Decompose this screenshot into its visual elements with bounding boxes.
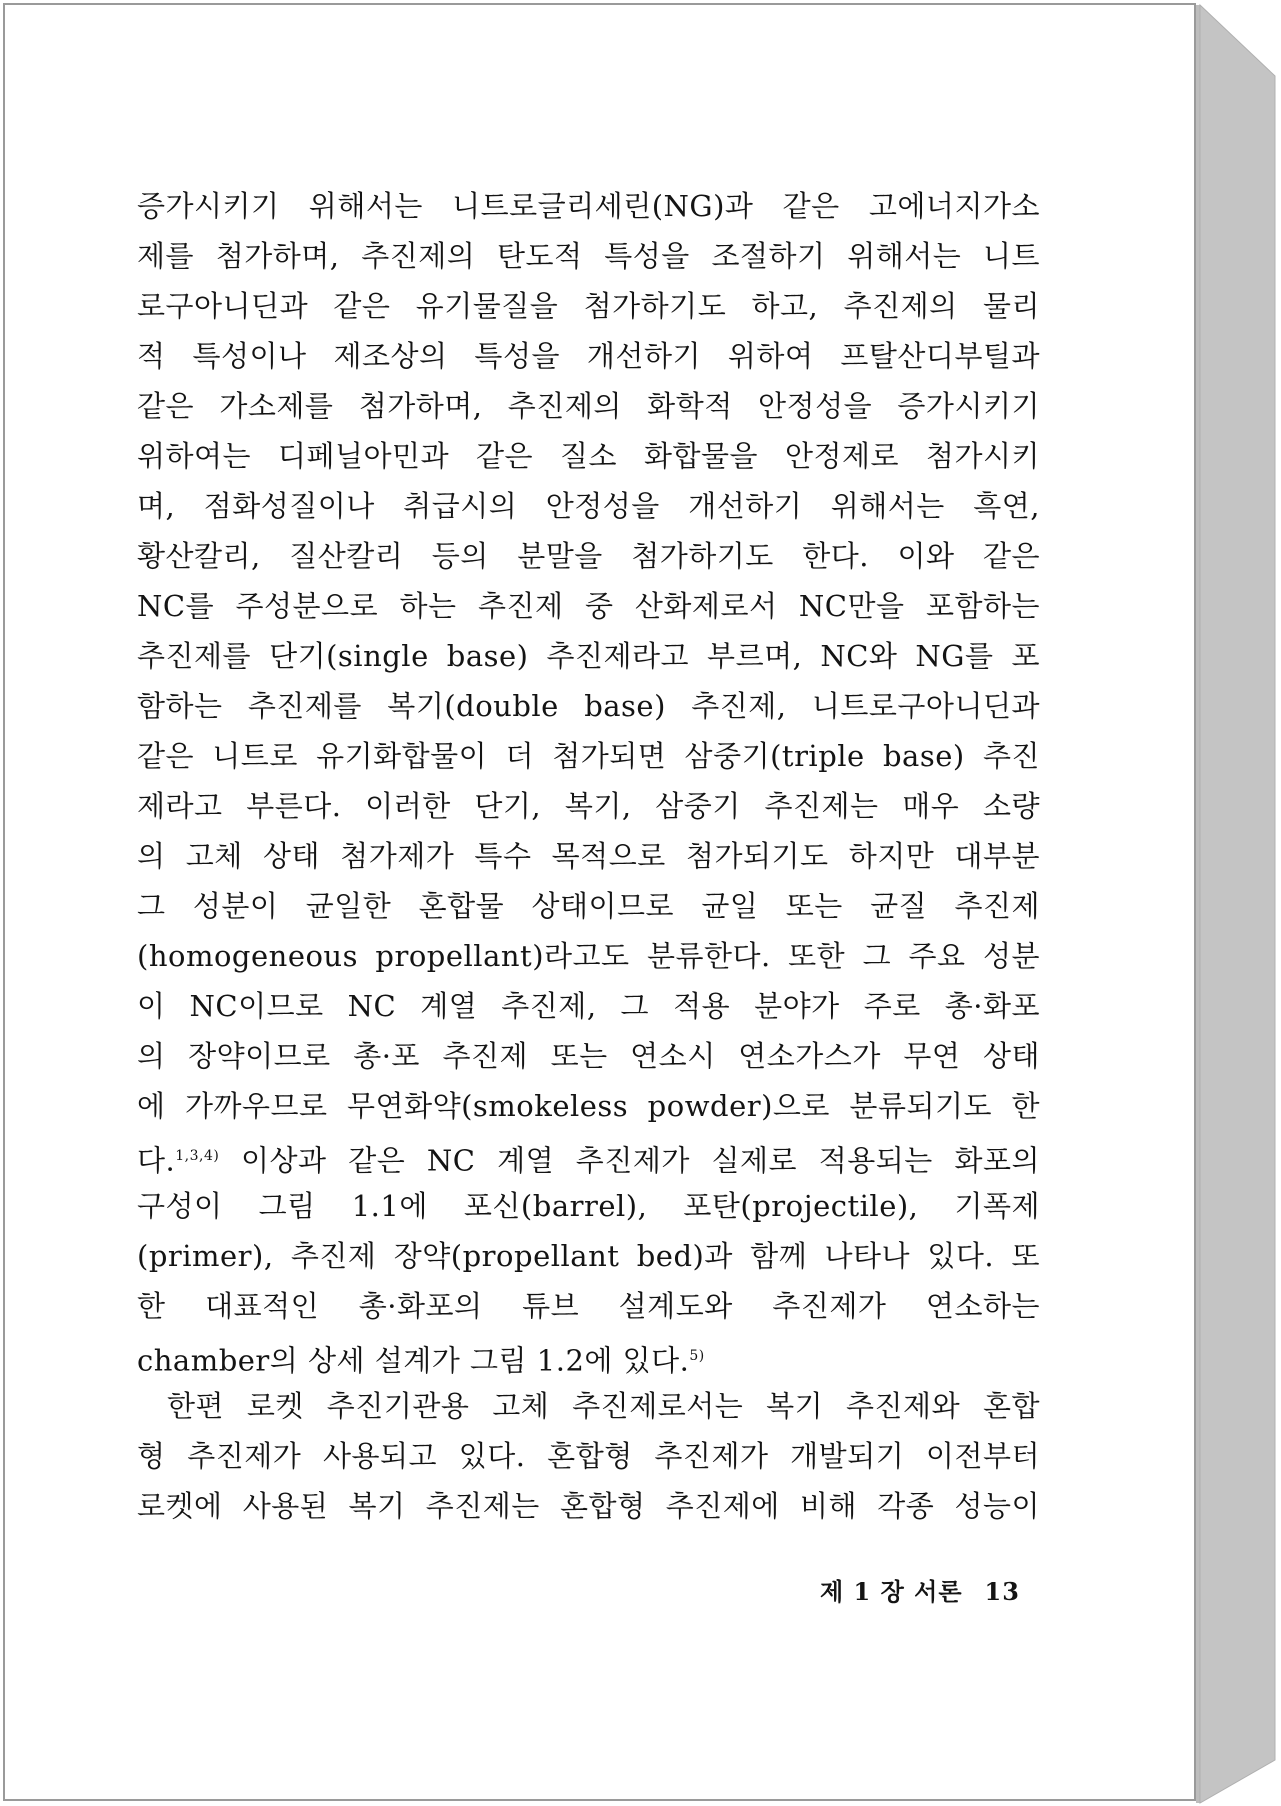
text-segment: 다. <box>137 1143 176 1178</box>
text-line: 로구아니딘과 같은 유기물질을 첨가하기도 하고, 추진제의 물리 <box>137 289 1040 323</box>
text-line: NC를 주성분으로 하는 추진제 중 산화제로서 NC만을 포함하는 <box>137 589 1040 623</box>
running-footer <box>820 1572 1020 1607</box>
page-number: 13 <box>984 1577 1020 1606</box>
text-line: 로켓에 사용된 복기 추진제는 혼합형 추진제에 비해 각종 성능이 <box>137 1489 1040 1523</box>
text-line: 제라고 부른다. 이러한 단기, 복기, 삼중기 추진제는 매우 소량 <box>137 789 1040 823</box>
text-line-with-reference <box>137 1131 1040 1181</box>
body-text <box>137 181 1040 1531</box>
text-line: 에 가까우므로 무연화약(smokeless powder)으로 분류되기도 한 <box>137 1089 1040 1123</box>
text-line: 위하여는 디페닐아민과 같은 질소 화합물을 안정제로 첨가시키 <box>137 439 1040 473</box>
text-line: 함하는 추진제를 복기(double base) 추진제, 니트로구아니딘과 <box>137 689 1040 723</box>
text-line: 추진제를 단기(single base) 추진제라고 부르며, NC와 NG를 포 <box>137 639 1040 673</box>
text-line-with-reference <box>137 1331 1040 1381</box>
text-line: (primer), 추진제 장약(propellant bed)과 함께 나타나 있다. 또 <box>137 1239 1040 1273</box>
text-line: 형 추진제가 사용되고 있다. 혼합형 추진제가 개발되기 이전부터 <box>137 1439 1040 1473</box>
text-line: 같은 니트로 유기화합물이 더 첨가되면 삼중기(triple base) 추진 <box>137 739 1040 773</box>
reference-superscript: 1,3,4) <box>175 1148 220 1164</box>
text-line: 한 대표적인 총·화포의 튜브 설계도와 추진제가 연소하는 <box>137 1289 1040 1323</box>
text-line: 구성이 그림 1.1에 포신(barrel), 포탄(projectile), 기폭제 <box>137 1189 1040 1223</box>
text-line: 의 고체 상태 첨가제가 특수 목적으로 첨가되기도 하지만 대부분 <box>137 839 1040 873</box>
text-line: 증가시키기 위해서는 니트로글리세린(NG)과 같은 고에너지가소 <box>137 189 1040 223</box>
text-line: 그 성분이 균일한 혼합물 상태이므로 균일 또는 균질 추진제 <box>137 889 1040 923</box>
text-line: 황산칼리, 질산칼리 등의 분말을 첨가하기도 한다. 이와 같은 <box>137 539 1040 573</box>
text-line: 며, 점화성질이나 취급시의 안정성을 개선하기 위해서는 흑연, <box>137 489 1040 523</box>
paragraph-first-line: 한편 로켓 추진기관용 고체 추진제로서는 복기 추진제와 혼합 <box>167 1389 1040 1423</box>
text-line: 적 특성이나 제조상의 특성을 개선하기 위하여 프탈산디부틸과 <box>137 339 1040 373</box>
chapter-title: 제 1 장 서론 <box>820 1577 963 1606</box>
text-line: 이 NC이므로 NC 계열 추진제, 그 적용 분야가 주로 총·화포 <box>137 989 1040 1023</box>
reference-superscript: 5) <box>689 1348 705 1364</box>
text-line: (homogeneous propellant)라고도 분류한다. 또한 그 주요 성분 <box>137 939 1040 973</box>
text-segment: 이상과 같은 NC 계열 추진제가 실제로 적용되는 화포의 <box>219 1143 1040 1178</box>
text-segment: chamber의 상세 설계가 그림 1.2에 있다. <box>137 1343 690 1378</box>
text-line: 제를 첨가하며, 추진제의 탄도적 특성을 조절하기 위해서는 니트 <box>137 239 1040 273</box>
text-line: 의 장약이므로 총·포 추진제 또는 연소시 연소가스가 무연 상태 <box>137 1039 1040 1073</box>
text-line: 같은 가소제를 첨가하며, 추진제의 화학적 안정성을 증가시키기 <box>137 389 1040 423</box>
